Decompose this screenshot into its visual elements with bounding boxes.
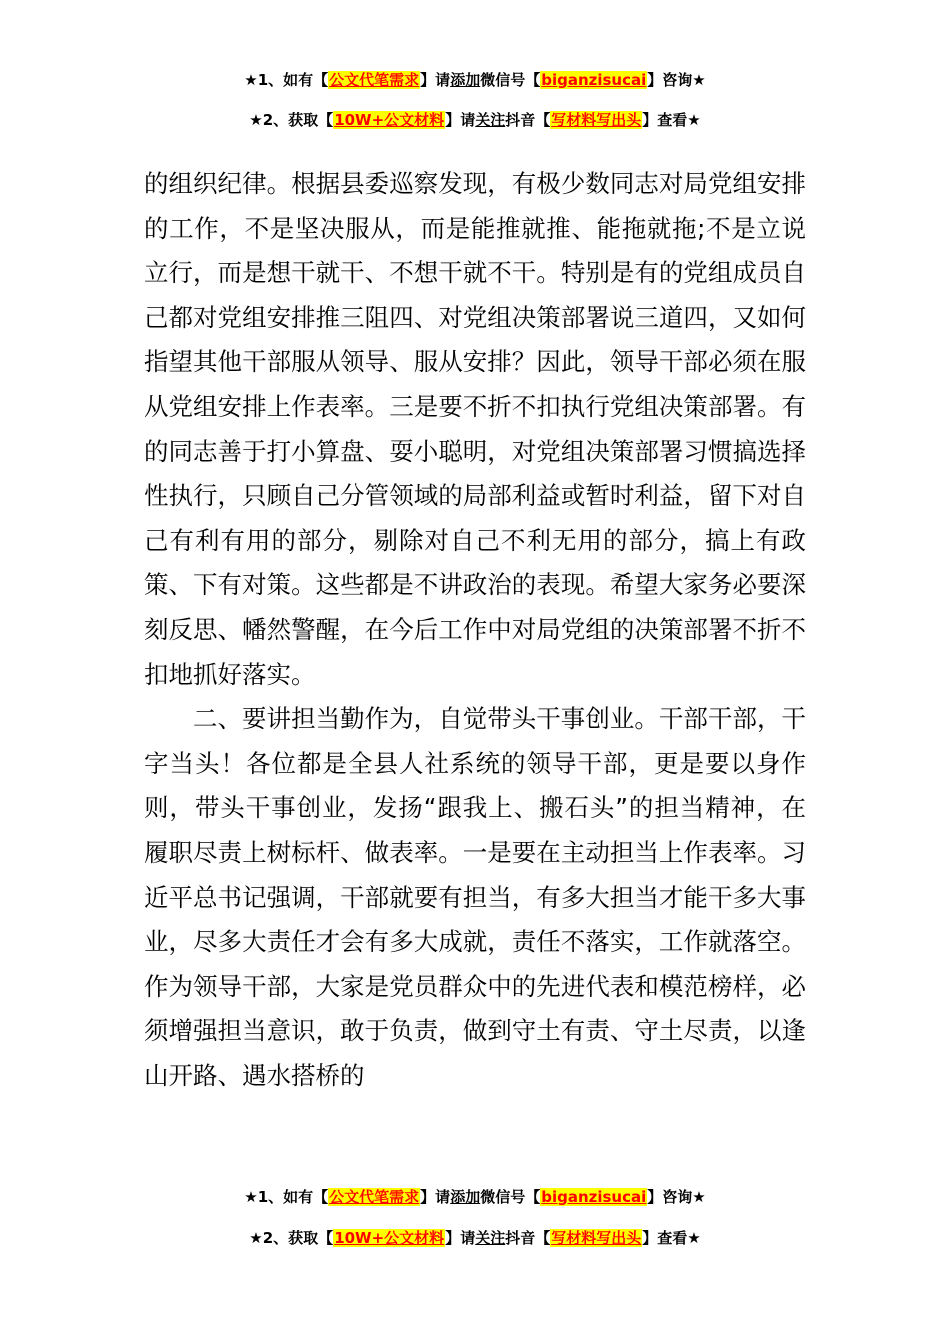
footer-line1-middle-2: 微信号【 <box>480 1188 541 1206</box>
footer-line2-emphasis: 关注 <box>475 1229 506 1247</box>
header-banner-line-1 <box>0 69 950 91</box>
footer-line1-suffix: 】咨询★ <box>647 1188 706 1206</box>
header-line2-emphasis: 关注 <box>475 111 506 129</box>
header-line2-highlight-1: 10W+公文材料 <box>334 111 445 129</box>
header-line1-highlight-2: biganzisucai <box>541 71 647 89</box>
header-line2-prefix: ★2、获取【 <box>249 111 334 129</box>
header-line1-middle-1: 】请 <box>420 71 451 89</box>
header-line1-middle-2: 微信号【 <box>480 71 541 89</box>
footer-line2-middle-2: 抖音【 <box>505 1229 551 1247</box>
paragraph-continuation: 的组织纪律。根据县委巡察发现，有极少数同志对局党组安排的工作，不是坚决服从，而是能推就推、能拖就拖;不是立说立行，而是想干就干、不想干就不干。特别是有的党组成员自己都对党组安排推三阻四、对党组决策部署说三道四，又如何指望其他干部服从领导、服从安排？因此，领导干部必须在服从党组安排上作表率。三是要不折不扣执行党组决策部署。有的同志善于打小算盘、耍小聪明，对党组决策部署习惯搞选择性执行，只顾自己分管领域的局部利益或暂时利益，留下对自己有利有用的部分，剔除对自己不利无用的部分，搞上有政策、下有对策。这些都是不讲政治的表现。希望大家务必要深刻反思、幡然警醒，在今后工作中对局党组的决策部署不折不扣地抓好落实。 <box>144 169 806 689</box>
footer-line1-highlight-2: biganzisucai <box>541 1188 647 1206</box>
footer-line2-suffix: 】查看★ <box>642 1229 701 1247</box>
footer-line1-middle-1: 】请 <box>420 1188 451 1206</box>
footer-line2-highlight-2: 写材料写出头 <box>551 1229 642 1247</box>
footer-line2-middle-1: 】请 <box>445 1229 476 1247</box>
footer-line1-prefix: ★1、如有【 <box>244 1188 329 1206</box>
paragraph-section-two: 二、要讲担当勤作为，自觉带头干事创业。干部干部，干字当头！各位都是全县人社系统的领导干部，更是要以身作则，带头干事创业，发扬“跟我上、搬石头”的担当精神，在履职尽责上树标杆、做表率。一是要在主动担当上作表率。习近平总书记强调，干部就要有担当，有多大担当才能干多大事业，尽多大责任才会有多大成就，责任不落实，工作就落空。作为领导干部，大家是党员群众中的先进代表和模范榜样，必须增强担当意识，敢于负责，做到守土有责、守土尽责，以逢山开路、遇水搭桥的 <box>144 704 806 1090</box>
footer-line1-highlight-1: 公文代笔需求 <box>329 1188 420 1206</box>
footer-line1-emphasis: 添加 <box>450 1188 481 1206</box>
header-line1-emphasis: 添加 <box>450 71 481 89</box>
header-line2-suffix: 】查看★ <box>642 111 701 129</box>
footer-banner-line-1 <box>0 1186 950 1208</box>
footer-line2-highlight-1: 10W+公文材料 <box>334 1229 445 1247</box>
header-line1-highlight-1: 公文代笔需求 <box>329 71 420 89</box>
header-line2-middle-1: 】请 <box>445 111 476 129</box>
header-line2-middle-2: 抖音【 <box>505 111 551 129</box>
header-line1-suffix: 】咨询★ <box>647 71 706 89</box>
header-banner-line-2 <box>0 109 950 131</box>
header-line2-highlight-2: 写材料写出头 <box>551 111 642 129</box>
footer-banner-line-2 <box>0 1227 950 1249</box>
header-line1-prefix: ★1、如有【 <box>244 71 329 89</box>
footer-line2-prefix: ★2、获取【 <box>249 1229 334 1247</box>
document-body <box>144 162 806 1098</box>
